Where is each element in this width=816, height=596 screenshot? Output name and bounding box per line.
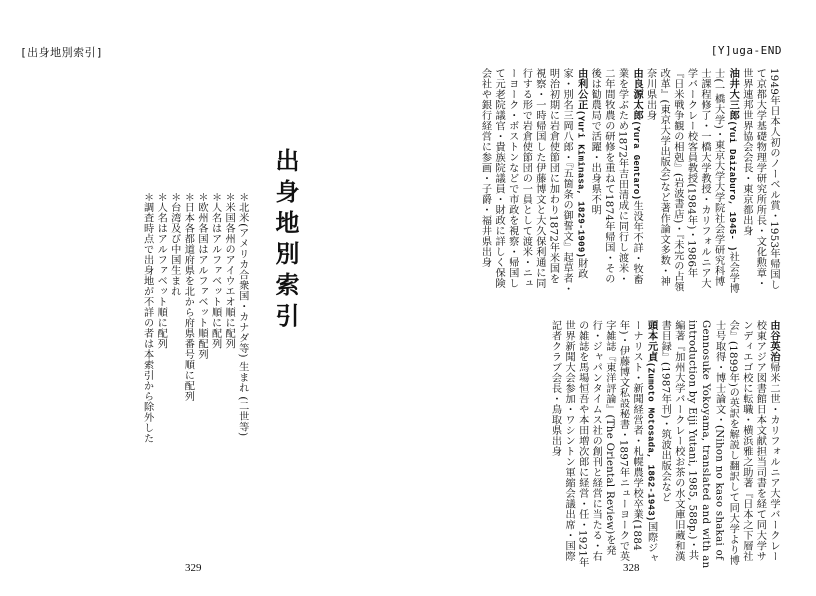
bullet-icon: ＊ [195, 192, 207, 203]
bio-entries-top [450, 68, 780, 294]
note-item: ＊台湾及び中国生まれ [168, 192, 180, 297]
bullet-icon: ＊ [209, 192, 221, 203]
bullet-icon: ＊ [223, 192, 235, 203]
bullet-icon: ＊ [168, 192, 180, 203]
section-title: 出身地別索引 [271, 148, 299, 334]
note-item: ＊欧州各国はアルファベット順配列 [195, 192, 207, 360]
bio-entry: 由谷英治帰米二世・カリフォルニア大学バークレー校東アジア図書館日本文献担当司書を経て同大学サンディエゴ校に転職・横浜雅之助著『日本之下層社会』(1899年)の英訳を解説し翻訳して同大学より博士号取得・博士論文・(Nihon no kaso shakai of Gennosuke Yokoyama, translated and with an introduction by Eiji Yutani, 1985, 588p.)・共編著『加州大学バークレー校お茶の水文庫旧蔵和漢書目録』(1987年刊)・筑波出版会など [659, 320, 779, 569]
page-number-left: 329 [185, 562, 202, 574]
entry-name: 由谷英治 [768, 320, 779, 362]
bullet-icon: ＊ [141, 192, 153, 203]
bio-entry: 1949年日本人初のノーベル賞・1953年帰国して京都大学基礎物理学研究所所長・文化勲章・世界連邦世界協会会長・東京都出身 [740, 68, 779, 291]
note-item: ＊調査時点で出身地が不詳の者は本索引から除外した [141, 192, 153, 444]
bullet-icon: ＊ [236, 192, 248, 203]
running-head-right: [Y]uga-END [710, 44, 782, 57]
right-page [408, 0, 816, 596]
note-item: ＊日本各都道府県を北から府県番号順に配列 [182, 192, 194, 402]
entry-name: 由良源太郎 [631, 68, 643, 121]
running-head-left: [出身地別索引] [20, 46, 104, 59]
bullet-icon: ＊ [182, 192, 194, 203]
bio-entry: 由良源太郎(Yura Gentaro)生没年不詳・牧畜業を学ぶため1872年吉田清成に同行し渡米・二年間牧農の研修を重ねて1874年帰国・その後は勧農局で活躍・出身県不明 [589, 68, 643, 285]
bio-entry: 油井大三郎(Yui Daizaburo, 1945- )社会学博士(一橋大学)・東京大学大学院社会学研究科博士課程修了・一橋大学教授・カリフォルニア大学バークレー校客員教授(1984年)・1986年『日米戦争観の相剋』(岩波書店)・『未完の占領改革』(東京大学出版会)など著作論文多数・神奈川県出身 [644, 68, 739, 294]
note-item: ＊人名はアルファベット順に配列 [155, 192, 167, 350]
entry-roman-name: (Yui Daizaburo, 1945- ) [727, 120, 738, 252]
entry-roman-name: (Yuri Kiminasa, 1829-1909) [575, 110, 586, 259]
note-item: ＊北米(アメリカ合衆国・カナダ等) 生まれ (二世等) [236, 192, 248, 437]
entry-roman-name: (Yura Gentaro) [631, 120, 642, 201]
note-item: ＊人名はアルファベット順に配列 [209, 192, 221, 350]
bio-entries-bottom [450, 320, 780, 570]
entry-name: 由利公正 [575, 68, 587, 110]
note-item: ＊米国各州のアイウエオ順に配列 [223, 192, 235, 350]
entry-name: 油井大三郎 [727, 68, 739, 121]
bio-entry: 頭本元貞(Zumoto Motosada, 1862-1943)国際ジャーナリスト・新聞経営者・札幌農学校卒業(1884年)・伊藤博文私設秘書・1897年ニューヨークで英字雑誌『東洋評論』(The Oriental Review)を発行・ジャパンタイムス社の創刊と経営に当たる・右の雑誌を馬場恒吾や本田増次郎に経営・任・1921年世界新聞大会参加・ワシントン軍縮会議出席・国際記者クラブ会長・鳥取県出身 [549, 320, 657, 568]
page-number-right: 328 [623, 562, 640, 574]
entry-roman-name: (Zumoto Motosada, 1862-1943) [645, 362, 656, 522]
bio-entry: 由利公正(Yuri Kiminasa, 1829-1909)財政家・別名三岡八郎・『五箇条の御誓文』起草者・明治初期に岩倉使節団に加わり1872年米国を視察・一時帰国した伊藤博文と大久保利通に同行する形で岩倉使節団の一員として渡米・ニューヨーク・ボストンなどで市政を視察・帰国して元老院議官・貴族院議員・財政に詳しく保険会社や銀行経営に参画・子爵・福井県出身 [479, 68, 587, 294]
entry-name: 頭本元貞 [645, 320, 657, 362]
bullet-icon: ＊ [155, 192, 167, 203]
index-notes [140, 192, 249, 492]
